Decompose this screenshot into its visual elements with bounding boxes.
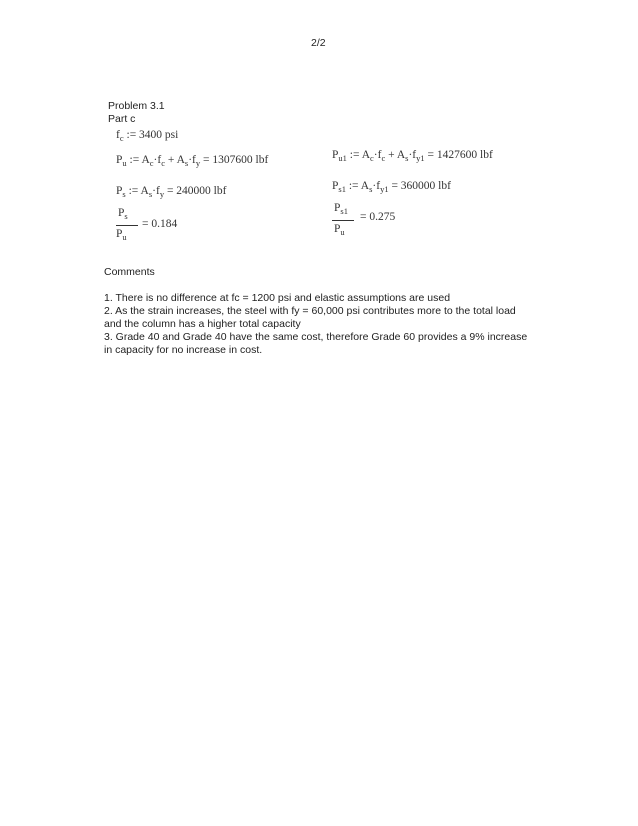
eq-ps: $P_s$ := $A_s\cdot f_y = 240000$ lbf [116,185,227,199]
eq-pu: $P_u$ := $A_c\cdot f_c + A_s\cdot f_y = 1307600$ lbf [116,154,269,168]
comment-item: 1. There is no difference at fc = 1200 psi and elastic assumptions are used [104,292,451,304]
eq-pu1: $P_{u1}$ := $A_c\cdot f_c + A_s\cdot f_{y1} = 1427600$ lbf [332,149,493,163]
eq-fc: $f_c$ := 3400 psi [116,129,179,143]
problem-part: Part c [108,113,136,125]
eq-ratio-left: $P_s$ $P_u$ = 0.184 [116,207,178,242]
problem-title: Problem 3.1 [108,100,165,112]
page-number: 2/2 [311,37,326,49]
comment-item: 3. Grade 40 and Grade 40 have the same cost, therefore Grade 60 provides a 9% increase in capacity for no increase in cost. [104,331,528,356]
fraction-bar [116,225,138,226]
eq-ratio-right: $P_{s1}$ $P_u$ = 0.275 [334,202,396,237]
comment-item: 2. As the strain increases, the steel with fy = 60,000 psi contributes more to the total load and the column has a higher total capacity [104,305,516,330]
comments-title: Comments [104,266,155,278]
fraction-bar [332,220,354,221]
comments-section [104,266,534,357]
eq-ps1: $P_{s1}$ := $A_s\cdot f_{y1} = 360000$ lbf [332,180,451,194]
